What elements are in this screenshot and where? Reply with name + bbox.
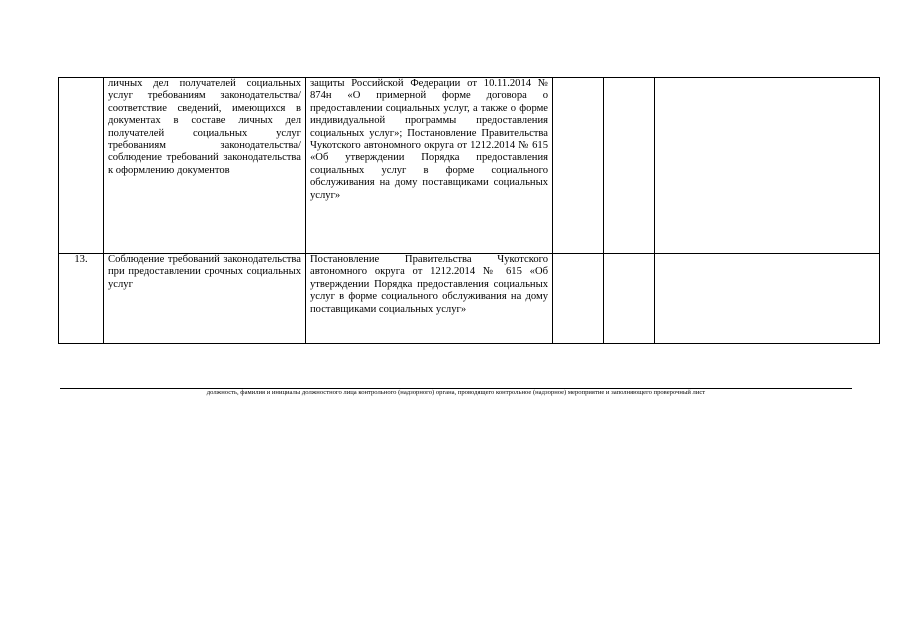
row-number-cell [59, 78, 104, 254]
notes-cell [655, 254, 880, 344]
row-number-cell: 13. [59, 254, 104, 344]
table-row [59, 254, 880, 344]
table-row [59, 78, 880, 254]
signature-caption: должность, фамилия и инициалы должностного лица контрольного (надзорного) органа, проводящего контрольное (надзорное) мероприятие и заполняющего проверочный лист [206, 389, 706, 396]
notes-cell [655, 78, 880, 254]
answer-yes-cell [553, 254, 604, 344]
legal-basis-cell: Постановление Правительства Чукотского автономного округа от 1212.2014 № 615 «Об утверждении Порядка предоставления социальных услуг в форме социального обслуживания на дому поставщиками социальных услуг» [306, 254, 553, 344]
answer-no-cell [604, 254, 655, 344]
requirement-cell: Соблюдение требований законодательства при предоставлении срочных социальных услуг [104, 254, 306, 344]
requirement-cell: личных дел получателей социальных услуг требованиям законодательства/ соответствие сведений, имеющихся в документах в составе личных дел получателей социальных услуг требованиям законодательства/ соблюдение требований законодательства к оформлению документов [104, 78, 306, 254]
answer-yes-cell [553, 78, 604, 254]
checklist-table [58, 77, 880, 344]
legal-basis-cell: защиты Российской Федерации от 10.11.2014 № 874н «О примерной форме договора о предоставлении социальных услуг, а также о форме индивидуальной программы предоставления социальных услуг»; Постановление Правительства Чукотского автономного округа от 1212.2014 № 615 «Об утверждении Порядка предоставления социальных услуг в форме социального обслуживания на дому поставщиками социальных услуг» [306, 78, 553, 254]
answer-no-cell [604, 78, 655, 254]
